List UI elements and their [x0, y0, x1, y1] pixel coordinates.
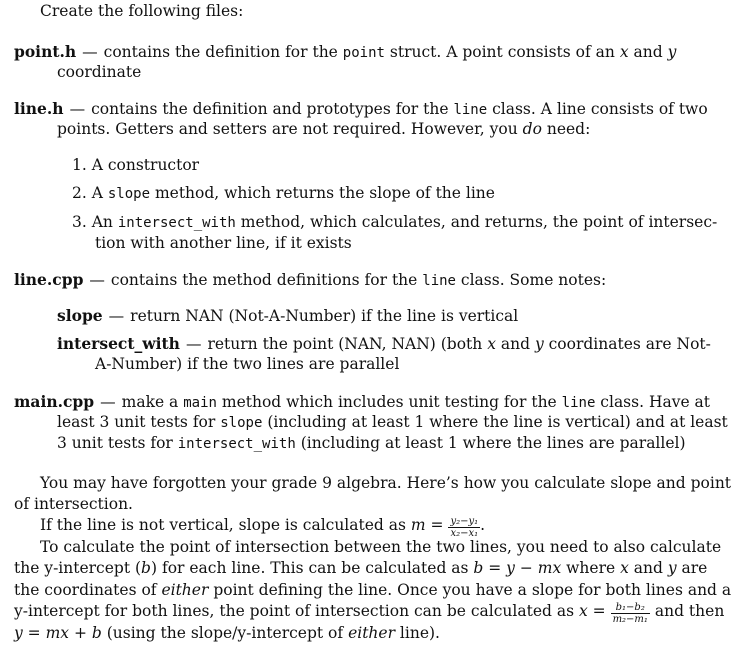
req-item-3-line2: tion with another line, if it exists: [95, 234, 352, 252]
file-main-cpp-line3: 3 unit tests for intersect_with (including at least 1 where the lines are parallel): [57, 434, 686, 452]
note-slope: slope — return NAN (Not-A-Number) if the line is vertical: [57, 306, 519, 325]
file-main-cpp: main.cpp — make a main method which includes unit testing for the line class. Have at: [14, 392, 711, 411]
note-intersect-with: intersect_with — return the point (NAN, NAN) (both x and y coordinates are Not-: [57, 334, 711, 353]
req-item-2: 2. A slope method, which returns the slope of the line: [72, 184, 495, 202]
intersection-para: To calculate the point of intersection between the two lines, you need to also calculate: [40, 538, 722, 556]
slope-formula-line: If the line is not vertical, slope is calculated as m = $\frac{\text{y₂−y₁}}{\text{x₂−x₁}}$ .: [40, 516, 486, 539]
file-point-h-line2: coordinate: [57, 63, 142, 81]
note-intersect-with-line2: A-Number) if the two lines are parallel: [95, 355, 400, 373]
intersection-para-line4: y-intercept for both lines, the point of intersection can be calculated as x = $\frac{\text{b₁−b₂}}{\text{m₂−m₁}}$ and then: [14, 602, 725, 625]
intro-text: Create the following files:: [40, 2, 244, 20]
intersection-fraction: $\frac{\text{b₁−b₂}}{\text{m₂−m₁}}$: [612, 602, 648, 625]
file-line-h: line.h — contains the definition and prototypes for the line class. A line consists of two: [14, 99, 708, 118]
slope-fraction: $\frac{\text{y₂−y₁}}{\text{x₂−x₁}}$: [450, 516, 479, 539]
file-point-h: point.h — contains the definition for the point struct. A point consists of an x and y: [14, 42, 677, 61]
intersection-para-line5: y = mx + b (using the slope/y-intercept of either line).: [14, 624, 440, 642]
file-main-cpp-line2: least 3 unit tests for slope (including at least 1 where the line is vertical) and at least: [57, 413, 728, 431]
intersection-para-line2: the y-intercept (b) for each line. This can be calculated as b = y − mx where x and y are: [14, 559, 708, 577]
algebra-para-1: You may have forgotten your grade 9 algebra. Here’s how you calculate slope and point: [40, 474, 732, 492]
req-item-3: 3. An intersect_with method, which calculates, and returns, the point of intersec-: [72, 213, 718, 231]
algebra-para-1-line2: of intersection.: [14, 495, 133, 513]
file-line-cpp: line.cpp — contains the method definitions for the line class. Some notes:: [14, 270, 607, 289]
file-name: point.h: [14, 42, 77, 61]
intersection-para-line3: the coordinates of either point defining the line. Once you have a slope for both lines and a: [14, 581, 732, 599]
file-line-h-line2: points. Getters and setters are not required. However, you do need:: [57, 120, 591, 138]
req-item-1: 1. A constructor: [72, 156, 200, 174]
